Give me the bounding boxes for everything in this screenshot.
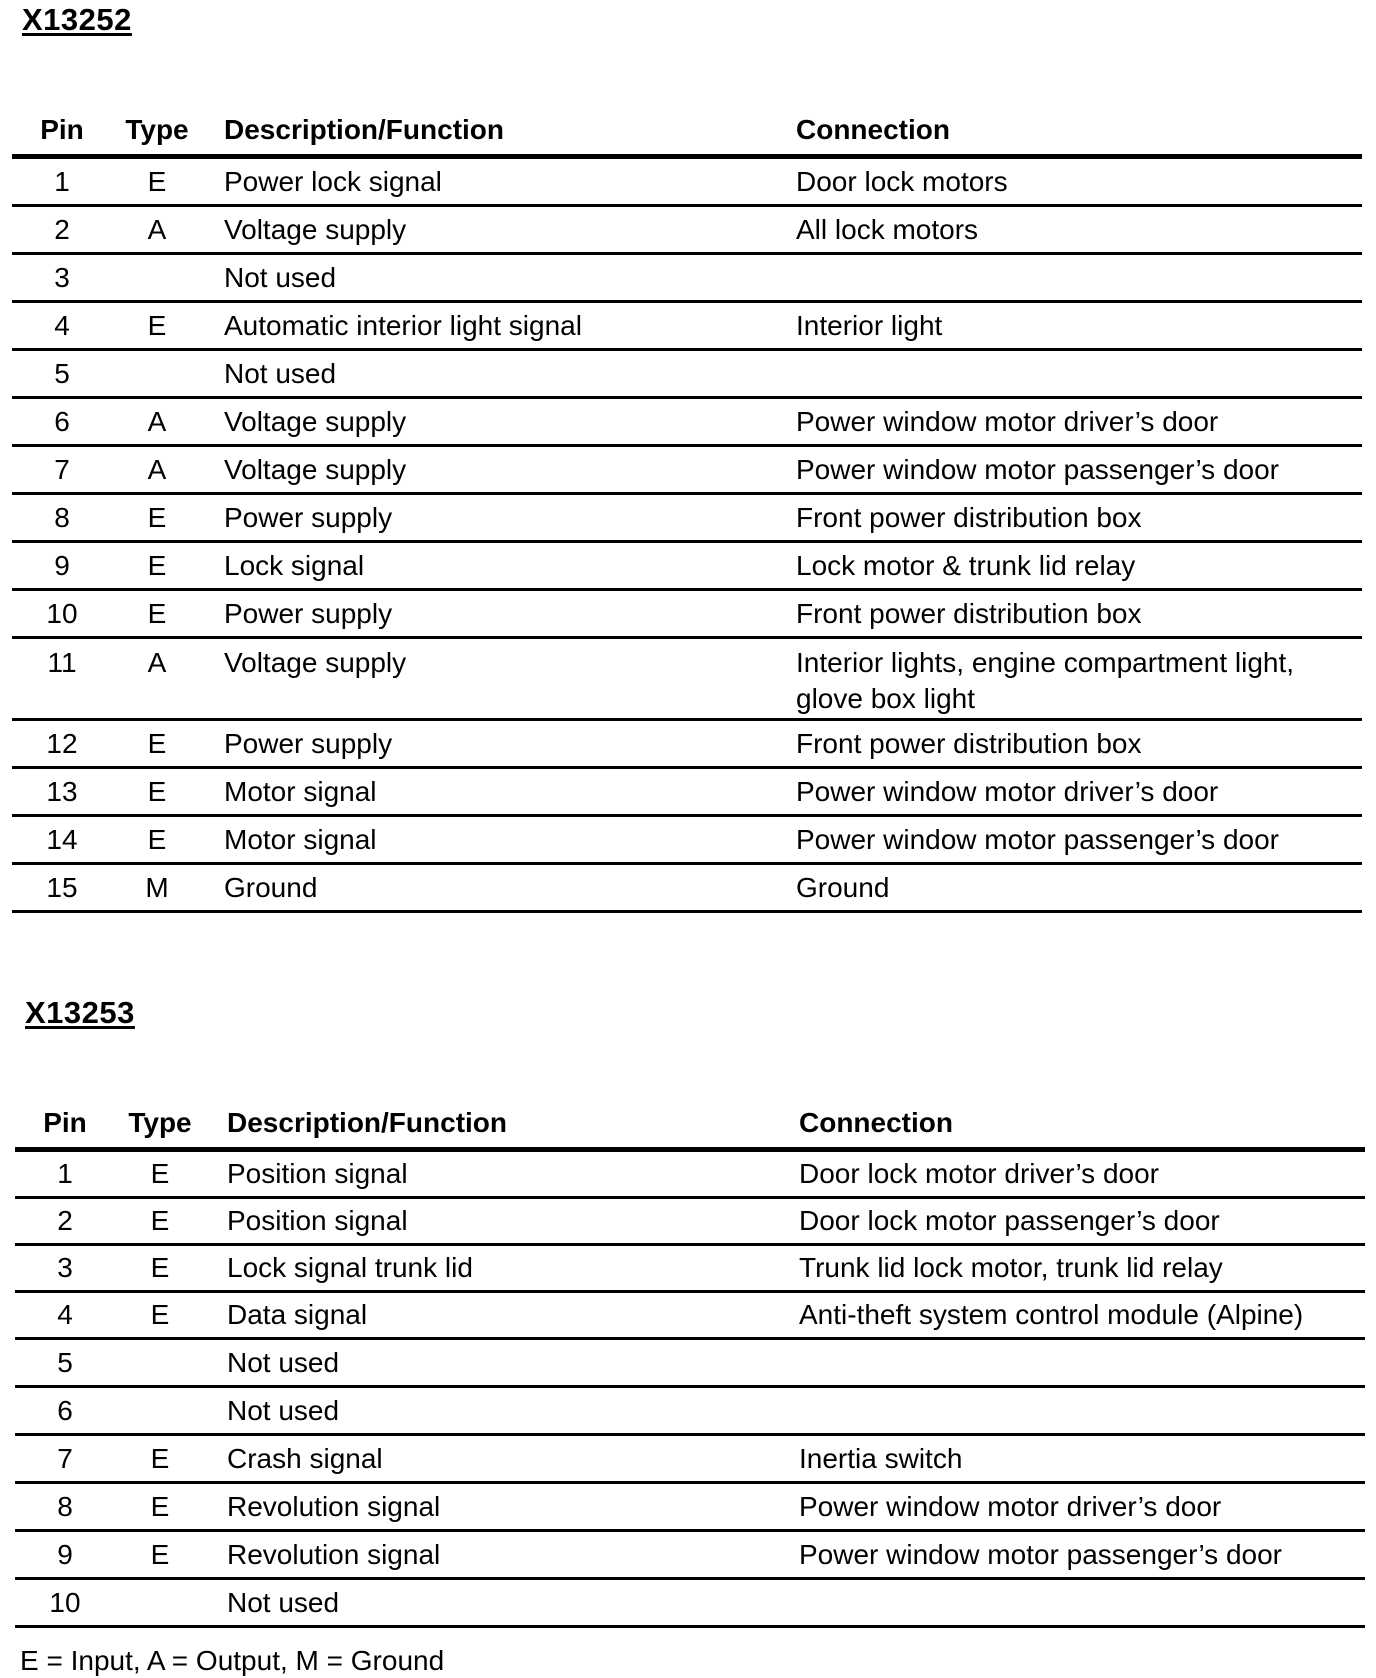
- pin-cell: 5: [54, 357, 70, 389]
- type-cell: E: [147, 549, 167, 581]
- connection-cell: All lock motors: [796, 213, 979, 245]
- pin-cell: 3: [57, 1252, 73, 1283]
- type-cell: E: [147, 165, 167, 197]
- connection-cell: Front power distribution box: [796, 597, 1142, 629]
- pin-cell: 9: [54, 549, 70, 581]
- pin-cell: 7: [54, 453, 70, 485]
- pin-cell: 2: [57, 1205, 73, 1236]
- table-row: [15, 1484, 1365, 1532]
- description-cell: Motor signal: [224, 823, 377, 855]
- description-cell: Automatic interior light signal: [224, 309, 582, 341]
- description-cell: Lock signal: [224, 549, 365, 581]
- table-row: [15, 1293, 1365, 1340]
- type-cell: E: [147, 823, 167, 855]
- type-cell: E: [150, 1158, 170, 1189]
- description-cell: Not used: [227, 1586, 340, 1618]
- description-cell: Lock signal trunk lid: [227, 1252, 473, 1283]
- type-cell: E: [147, 775, 167, 807]
- type-cell: E: [147, 501, 167, 533]
- description-cell: Crash signal: [227, 1442, 383, 1474]
- description-cell: Power supply: [224, 501, 393, 533]
- connection-cell: Power window motor driver’s door: [799, 1490, 1222, 1522]
- connector-title: X13252: [22, 2, 132, 37]
- table-row: [15, 1152, 1365, 1199]
- table-row: [12, 591, 1362, 639]
- pin-cell: 5: [57, 1346, 73, 1378]
- pin-cell: 2: [54, 213, 70, 245]
- pin-cell: 12: [46, 727, 78, 759]
- connection-cell: Door lock motor passenger’s door: [799, 1205, 1220, 1236]
- table-row: [12, 207, 1362, 255]
- pin-cell: 15: [46, 871, 78, 903]
- table-row: [12, 159, 1362, 207]
- description-cell: Voltage supply: [224, 405, 407, 437]
- connection-cell: Power window motor driver’s door: [796, 775, 1219, 807]
- description-cell: Not used: [227, 1346, 340, 1378]
- header-type: Type: [128, 1107, 192, 1138]
- type-cell: E: [150, 1205, 170, 1236]
- description-cell: Not used: [224, 261, 337, 293]
- type-cell: A: [147, 647, 167, 678]
- table-header: [12, 106, 1362, 159]
- header-pin: Pin: [40, 114, 84, 145]
- table-row: [12, 721, 1362, 769]
- connection-cell: Anti-theft system control module (Alpine): [799, 1299, 1304, 1330]
- description-cell: Position signal: [227, 1158, 408, 1189]
- connection-cell: Power window motor driver’s door: [796, 405, 1219, 437]
- type-cell: E: [147, 597, 167, 629]
- header-pin: Pin: [43, 1107, 87, 1138]
- type-cell: A: [147, 453, 167, 485]
- header-connection: Connection: [799, 1107, 953, 1138]
- description-cell: Revolution signal: [227, 1538, 441, 1570]
- connection-cell: Inertia switch: [799, 1442, 963, 1474]
- table-row: [15, 1199, 1365, 1246]
- table-row: [12, 351, 1362, 399]
- connector-title: X13253: [25, 995, 135, 1030]
- description-cell: Data signal: [227, 1299, 368, 1330]
- connection-cell: Front power distribution box: [796, 501, 1142, 533]
- description-cell: Not used: [224, 357, 337, 389]
- pin-cell: 4: [57, 1299, 73, 1330]
- pin-cell: 6: [57, 1394, 73, 1426]
- connection-cell: Power window motor passenger’s door: [796, 823, 1279, 855]
- table-body: [12, 159, 1362, 913]
- connection-cell: Door lock motors: [796, 165, 1008, 197]
- description-cell: Voltage supply: [224, 213, 407, 245]
- table-row: [12, 769, 1362, 817]
- pin-cell: 7: [57, 1442, 73, 1474]
- table-row: [12, 255, 1362, 303]
- description-cell: Power lock signal: [224, 165, 442, 197]
- pin-cell: 10: [46, 597, 78, 629]
- type-cell: E: [150, 1299, 170, 1330]
- table-row: [15, 1532, 1365, 1580]
- description-cell: Power supply: [224, 727, 393, 759]
- table-row: [15, 1246, 1365, 1293]
- type-legend: E = Input, A = Output, M = Ground: [20, 1645, 445, 1676]
- table-row: [12, 399, 1362, 447]
- description-cell: Ground: [224, 871, 318, 903]
- pin-cell: 1: [54, 165, 70, 197]
- table-row: [12, 303, 1362, 351]
- connector-table-x13252: [12, 2, 1362, 932]
- table-row: [12, 865, 1362, 913]
- type-cell: A: [147, 405, 167, 437]
- table-row: [12, 447, 1362, 495]
- pin-cell: 13: [46, 775, 78, 807]
- type-cell: E: [150, 1252, 170, 1283]
- table-header: [15, 1099, 1365, 1152]
- header-connection: Connection: [796, 114, 950, 145]
- connection-cell: Interior lights, engine compartment light, glove box light: [796, 647, 1295, 714]
- table-body: [15, 1152, 1365, 1628]
- pin-cell: 14: [46, 823, 78, 855]
- table-row: [12, 639, 1362, 721]
- pin-cell: 1: [57, 1158, 73, 1189]
- pin-cell: 11: [47, 647, 77, 678]
- pin-cell: 8: [57, 1490, 73, 1522]
- connector-table-x13253: [15, 995, 1365, 1635]
- header-type: Type: [125, 114, 189, 145]
- table-row: [15, 1436, 1365, 1484]
- description-cell: Voltage supply: [224, 453, 407, 485]
- description-cell: Power supply: [224, 597, 393, 629]
- pin-cell: 9: [57, 1538, 73, 1570]
- type-cell: E: [150, 1442, 170, 1474]
- header-description: Description/Function: [227, 1107, 507, 1138]
- connection-cell: Power window motor passenger’s door: [796, 453, 1279, 485]
- table-row: [12, 543, 1362, 591]
- pin-cell: 10: [49, 1586, 81, 1618]
- description-cell: Revolution signal: [227, 1490, 441, 1522]
- pin-cell: 3: [54, 261, 70, 293]
- description-cell: Motor signal: [224, 775, 377, 807]
- type-cell: E: [150, 1490, 170, 1522]
- table-row: [15, 1340, 1365, 1388]
- type-cell: E: [147, 309, 167, 341]
- table-row: [12, 817, 1362, 865]
- description-cell: Voltage supply: [224, 647, 407, 678]
- header-description: Description/Function: [224, 114, 504, 145]
- type-cell: E: [150, 1538, 170, 1570]
- description-cell: Position signal: [227, 1205, 408, 1236]
- connection-cell: Interior light: [796, 309, 943, 341]
- connection-cell: Front power distribution box: [796, 727, 1142, 759]
- table-row: [15, 1580, 1365, 1628]
- table-row: [12, 495, 1362, 543]
- description-cell: Not used: [227, 1394, 340, 1426]
- type-cell: E: [147, 727, 167, 759]
- type-cell: M: [145, 871, 169, 903]
- connection-cell: Door lock motor driver’s door: [799, 1158, 1159, 1189]
- connection-cell: Power window motor passenger’s door: [799, 1538, 1282, 1570]
- pin-cell: 8: [54, 501, 70, 533]
- pin-cell: 4: [54, 309, 70, 341]
- pin-cell: 6: [54, 405, 70, 437]
- type-cell: A: [147, 213, 167, 245]
- connection-cell: Trunk lid lock motor, trunk lid relay: [799, 1252, 1223, 1283]
- connection-cell: Lock motor & trunk lid relay: [796, 549, 1136, 581]
- connection-cell: Ground: [796, 871, 890, 903]
- table-row: [15, 1388, 1365, 1436]
